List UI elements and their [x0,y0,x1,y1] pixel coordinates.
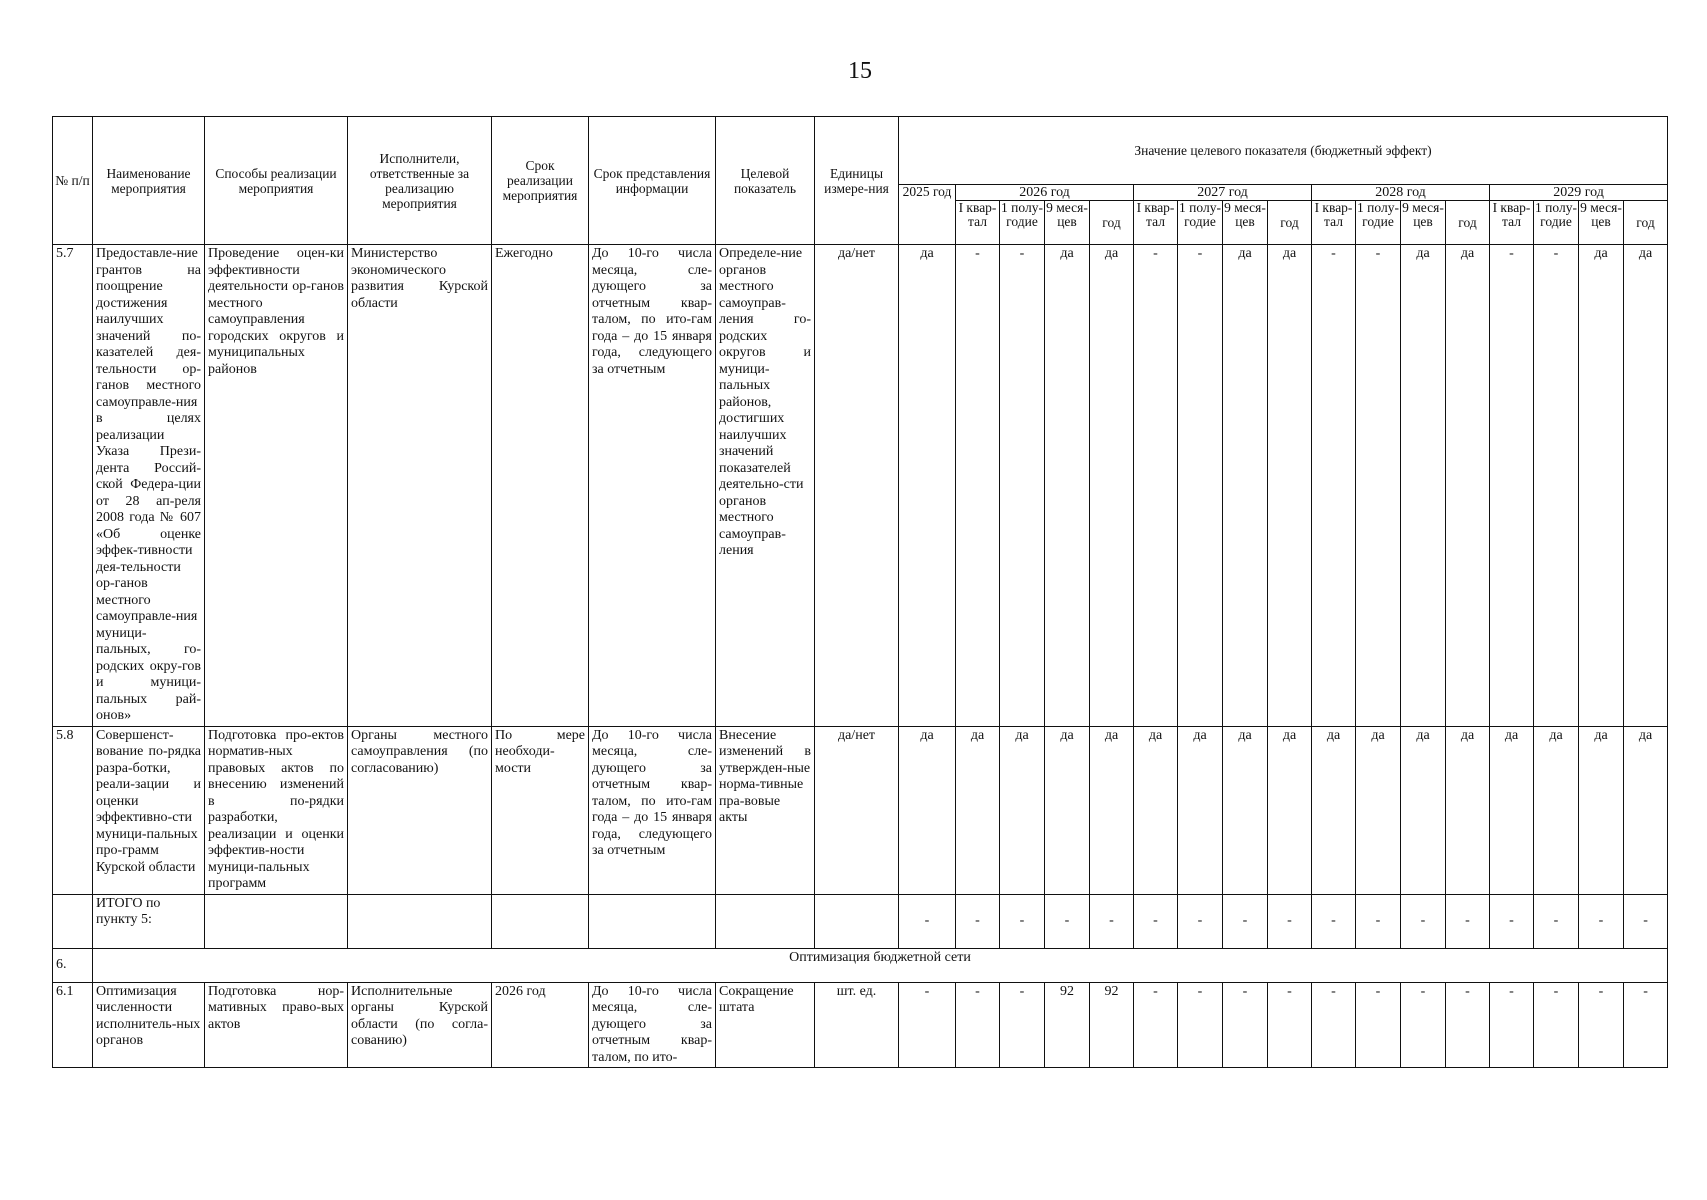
empty-cell [492,894,589,948]
value-cell: - [1579,982,1624,1068]
value-cell: - [1178,245,1223,727]
value-cell: да [1134,726,1178,894]
total-num-cell [53,894,93,948]
header-period-q1: I квар-тал [1312,201,1356,245]
value-cell: да [899,726,956,894]
row-deadline: Ежегодно [492,245,589,727]
row-target: Определе-ние органов местного самоуправ-ления го-родских округов и муници-пальных районов, достигших наилучших значений показателей деятельно-сти органов местного самоуправ-ления [716,245,815,727]
value-cell: да [1579,726,1624,894]
value-cell: да [1490,726,1534,894]
table-row [53,245,1668,727]
row-target: Внесение изменений в утвержден-ные норма-тивные пра-вовые акты [716,726,815,894]
row-methods: Подготовка нор-мативных право-вых актов [205,982,348,1068]
value-cell: - [1000,982,1045,1068]
value-cell: да [1178,726,1223,894]
header-period-9m: 9 меся-цев [1401,201,1446,245]
value-cell: да [1223,245,1268,727]
header-executors: Исполнители, ответственные за реализацию мероприятия [348,117,492,245]
row-num: 6.1 [53,982,93,1068]
row-name: Совершенст-вование по-рядка разра-ботки, реали-зации и оценки эффективно-сти муници-пальных про-грамм Курской области [93,726,205,894]
value-cell: - [1312,982,1356,1068]
header-period-9m: 9 меся-цев [1223,201,1268,245]
section-row [53,948,1668,982]
value-cell: - [1268,982,1312,1068]
value-cell: - [956,894,1000,948]
header-period-h1: 1 полу-годие [1000,201,1045,245]
section-title: Оптимизация бюджетной сети [93,948,1668,982]
header-year-2028: 2028 год [1312,185,1490,201]
section-num: 6. [53,948,93,982]
value-cell: да [1312,726,1356,894]
value-cell: - [1134,982,1178,1068]
row-units: да/нет [815,245,899,727]
value-cell: - [1312,894,1356,948]
value-cell: - [1401,982,1446,1068]
value-cell: да [1624,245,1668,727]
value-cell: да [1579,245,1624,727]
value-cell: 92 [1045,982,1090,1068]
total-row [53,894,1668,948]
value-cell: - [1178,982,1223,1068]
row-executors: Министерство экономического развития Курской области [348,245,492,727]
value-cell: - [1000,894,1045,948]
empty-cell [205,894,348,948]
value-cell: да [1045,245,1090,727]
value-cell: - [1178,894,1223,948]
row-executors: Органы местного самоуправления (по согласованию) [348,726,492,894]
header-methods: Способы реализации мероприятия [205,117,348,245]
row-executors: Исполнительные органы Курской области (по согла-сованию) [348,982,492,1068]
value-cell: да [1446,726,1490,894]
value-cell: 92 [1090,982,1134,1068]
value-cell: - [1312,245,1356,727]
header-period-9m: 9 меся-цев [1045,201,1090,245]
value-cell: - [1000,245,1045,727]
value-cell: - [899,894,956,948]
row-info-deadline: До 10-го числа месяца, сле-дующего за отчетным квар-талом, по ито- [589,982,716,1068]
header-info-deadline: Срок представления информации [589,117,716,245]
value-cell: - [1534,894,1579,948]
header-year-2025: 2025 год [899,185,956,245]
header-period-q1: I квар-тал [1490,201,1534,245]
row-info-deadline: До 10-го числа месяца, сле-дующего за отчетным квар-талом, по ито-гам года – до 15 января года, следующего за отчетным [589,726,716,894]
value-cell: - [1490,894,1534,948]
value-cell: - [1223,982,1268,1068]
value-cell: - [1490,245,1534,727]
value-cell: да [1090,245,1134,727]
header-period-q1: I квар-тал [1134,201,1178,245]
value-cell: да [1090,726,1134,894]
value-cell: да [1268,245,1312,727]
value-cell: да [1401,245,1446,727]
value-cell: - [1624,894,1668,948]
action-plan-table [52,116,1668,1068]
value-cell: да [899,245,956,727]
header-value-group: Значение целевого показателя (бюджетный эффект) [899,117,1668,185]
header-period-h1: 1 полу-годие [1178,201,1223,245]
empty-cell [348,894,492,948]
table-row [53,982,1668,1068]
value-cell: - [1534,982,1579,1068]
page-number: 15 [848,58,872,84]
value-cell: да [1401,726,1446,894]
header-deadline: Срок реализации мероприятия [492,117,589,245]
value-cell: - [1401,894,1446,948]
header-period-h1: 1 полу-годие [1534,201,1579,245]
value-cell: - [1356,982,1401,1068]
header-period-year: год [1624,201,1668,245]
value-cell: - [1490,982,1534,1068]
header-period-h1: 1 полу-годие [1356,201,1401,245]
total-label: ИТОГО по пункту 5: [93,894,205,948]
value-cell: - [1223,894,1268,948]
row-deadline: 2026 год [492,982,589,1068]
header-period-q1: I квар-тал [956,201,1000,245]
value-cell: да [1534,726,1579,894]
header-name: Наименование мероприятия [93,117,205,245]
value-cell: - [1134,245,1178,727]
header-period-year: год [1446,201,1490,245]
value-cell: да [1624,726,1668,894]
value-cell: - [1356,894,1401,948]
value-cell: да [1356,726,1401,894]
value-cell: - [1090,894,1134,948]
header-year-2029: 2029 год [1490,185,1668,201]
value-cell: - [899,982,956,1068]
header-period-9m: 9 меся-цев [1579,201,1624,245]
row-num: 5.8 [53,726,93,894]
value-cell: - [1134,894,1178,948]
row-target: Сокращение штата [716,982,815,1068]
value-cell: - [1579,894,1624,948]
row-units: да/нет [815,726,899,894]
value-cell: да [1223,726,1268,894]
value-cell: - [956,982,1000,1068]
row-units: шт. ед. [815,982,899,1068]
header-num: № п/п [53,117,93,245]
value-cell: да [1000,726,1045,894]
value-cell: - [1446,982,1490,1068]
value-cell: - [1045,894,1090,948]
header-period-year: год [1268,201,1312,245]
header-units: Единицы измере-ния [815,117,899,245]
header-period-year: год [1090,201,1134,245]
empty-cell [716,894,815,948]
value-cell: да [1268,726,1312,894]
value-cell: - [1268,894,1312,948]
header-year-2027: 2027 год [1134,185,1312,201]
row-name: Предоставле-ние грантов на поощрение достижения наилучших значений по-казателей дея-тельности ор-ганов местного самоуправле-ния в целях реализации Указа Прези-дента Россий-ской Федера-ции от 28 ап-реля 2008 года № 607 «Об оценке эффек-тивности дея-тельности ор-ганов местного самоуправле-ния муници-пальных, го-родских окру-гов и муници-пальных рай-онов» [93,245,205,727]
header-target: Целевой показатель [716,117,815,245]
row-deadline: По мере необходи-мости [492,726,589,894]
value-cell: да [956,726,1000,894]
row-info-deadline: До 10-го числа месяца, сле-дующего за отчетным квар-талом, по ито-гам года – до 15 января года, следующего за отчетным [589,245,716,727]
value-cell: - [1534,245,1579,727]
row-methods: Проведение оцен-ки эффективности деятельности ор-ганов местного самоуправления городских округов и муниципальных районов [205,245,348,727]
value-cell: - [1446,894,1490,948]
row-methods: Подготовка про-ектов норматив-ных правовых актов по внесению изменений в по-рядки разработки, реализации и оценки эффектив-ности муници-пальных программ [205,726,348,894]
header-year-2026: 2026 год [956,185,1134,201]
value-cell: - [1624,982,1668,1068]
table-row [53,726,1668,894]
row-name: Оптимизация численности исполнитель-ных органов [93,982,205,1068]
empty-cell [589,894,716,948]
empty-cell [815,894,899,948]
row-num: 5.7 [53,245,93,727]
value-cell: - [1356,245,1401,727]
value-cell: - [956,245,1000,727]
value-cell: да [1045,726,1090,894]
value-cell: да [1446,245,1490,727]
